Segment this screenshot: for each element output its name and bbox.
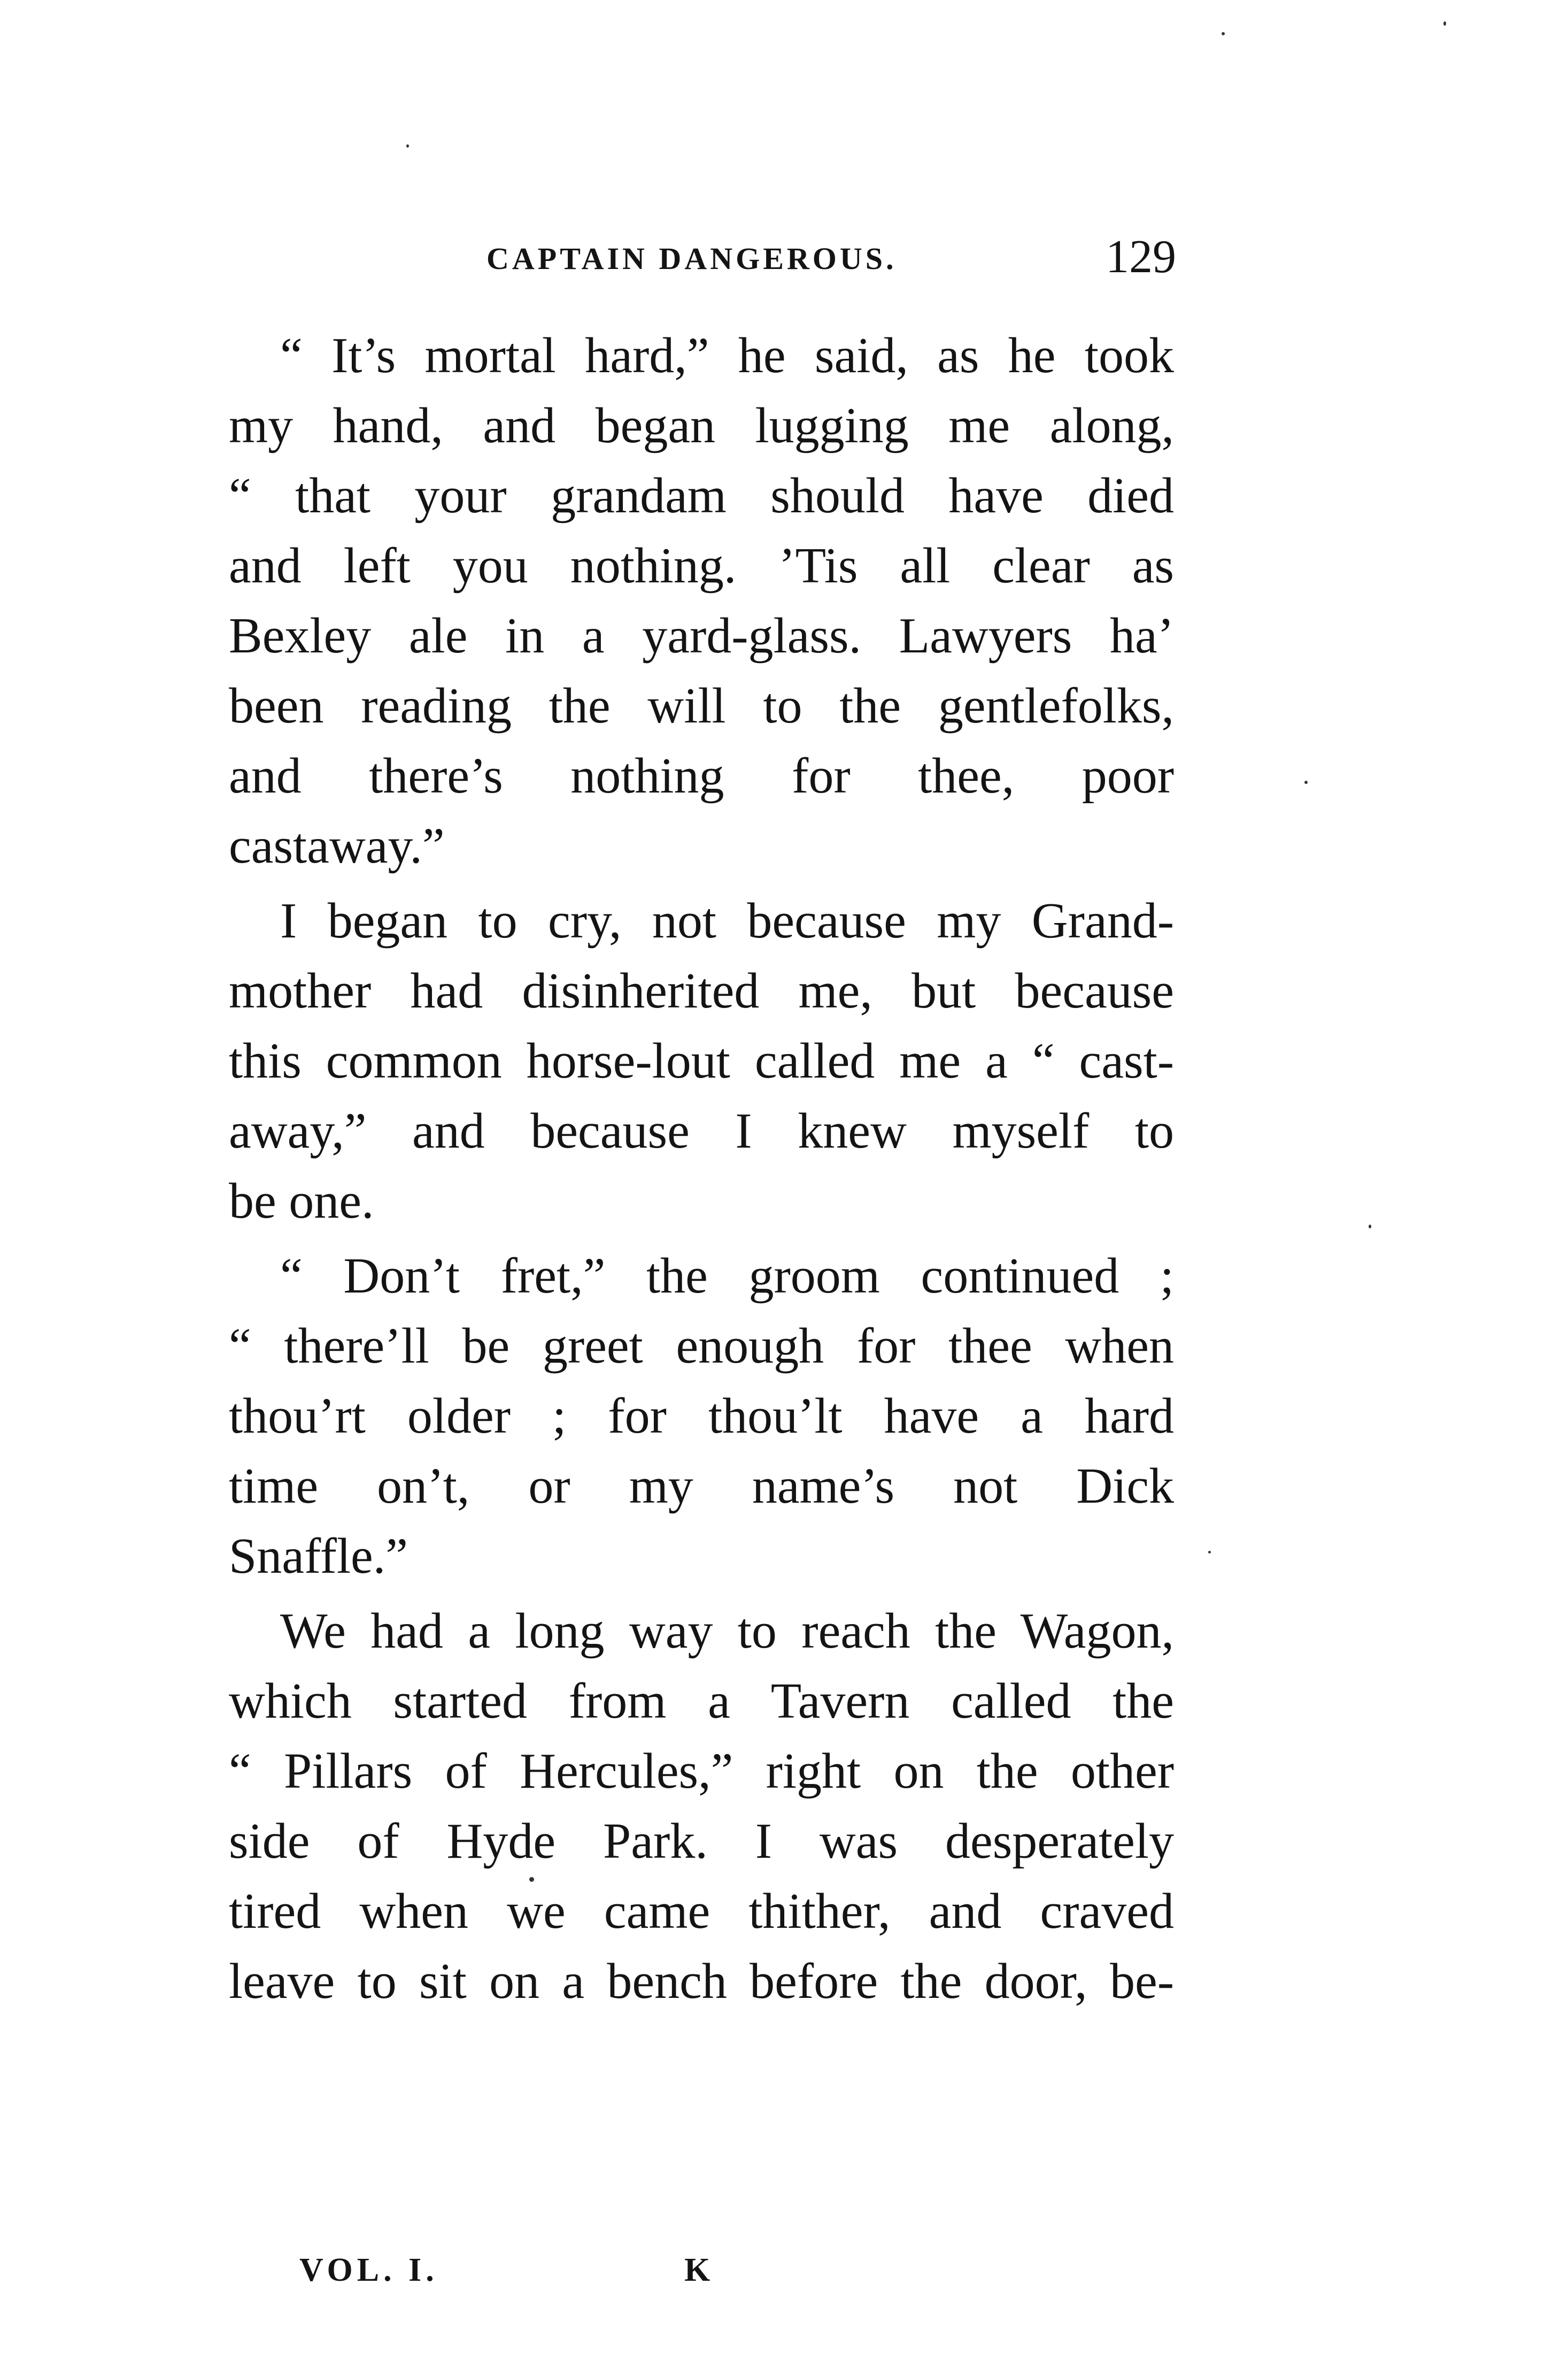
print-speck — [529, 1877, 534, 1882]
paragraph — [229, 1596, 1174, 2017]
print-speck — [1208, 1551, 1211, 1553]
paragraph — [229, 886, 1174, 1236]
text-line: I began to cry, not because my Grand- — [280, 893, 1174, 949]
text-line: “ that your grandam should have died — [229, 468, 1174, 524]
page-footer — [299, 2251, 781, 2294]
body-text — [229, 321, 1174, 2017]
text-line: side of Hyde Park. I was desperately — [229, 1813, 1174, 1869]
paragraph — [229, 1241, 1174, 1591]
text-line: “ Pillars of Hercules,” right on the other — [229, 1743, 1174, 1799]
text-line: time on’t, or my name’s not Dick — [229, 1458, 1174, 1514]
signature-mark: K — [684, 2252, 710, 2288]
text-line: thou’rt older ; for thou’lt have a hard — [229, 1388, 1174, 1444]
text-line: “ there’ll be greet enough for thee when — [229, 1318, 1174, 1374]
print-speck — [1369, 1225, 1371, 1228]
text-line: tired when we came thither, and craved — [229, 1883, 1174, 1939]
print-speck — [1443, 21, 1446, 26]
page-number: 129 — [1106, 231, 1176, 283]
text-line: my hand, and began lugging me along, — [229, 398, 1174, 453]
text-line: leave to sit on a bench before the door, be- — [229, 1953, 1174, 2009]
text-line: be one. — [229, 1173, 374, 1229]
print-speck — [1304, 781, 1308, 784]
page-header — [225, 230, 1176, 294]
text-line: which started from a Tavern called the — [229, 1673, 1174, 1729]
text-line: and left you nothing. ’Tis all clear as — [229, 538, 1174, 594]
text-line: Bexley ale in a yard-glass. Lawyers ha’ — [229, 608, 1174, 664]
text-line: away,” and because I knew myself to — [229, 1103, 1174, 1159]
text-line: We had a long way to reach the Wagon, — [280, 1603, 1174, 1659]
text-line: Snaffle.” — [229, 1528, 408, 1584]
volume-signature: VOL. I. — [299, 2252, 438, 2288]
paragraph — [229, 321, 1174, 881]
print-speck — [406, 144, 409, 148]
text-line: mother had disinherited me, but because — [229, 963, 1174, 1019]
text-line: castaway.” — [229, 818, 445, 874]
text-line: “ It’s mortal hard,” he said, as he took — [280, 328, 1174, 383]
text-line: been reading the will to the gentlefolks, — [229, 678, 1174, 734]
print-speck — [1222, 32, 1225, 35]
running-title: CAPTAIN DANGEROUS. — [486, 241, 897, 276]
text-line: this common horse-lout called me a “ cast- — [229, 1033, 1174, 1089]
text-line: and there’s nothing for thee, poor — [229, 748, 1174, 804]
text-line: “ Don’t fret,” the groom continued ; — [280, 1248, 1174, 1304]
